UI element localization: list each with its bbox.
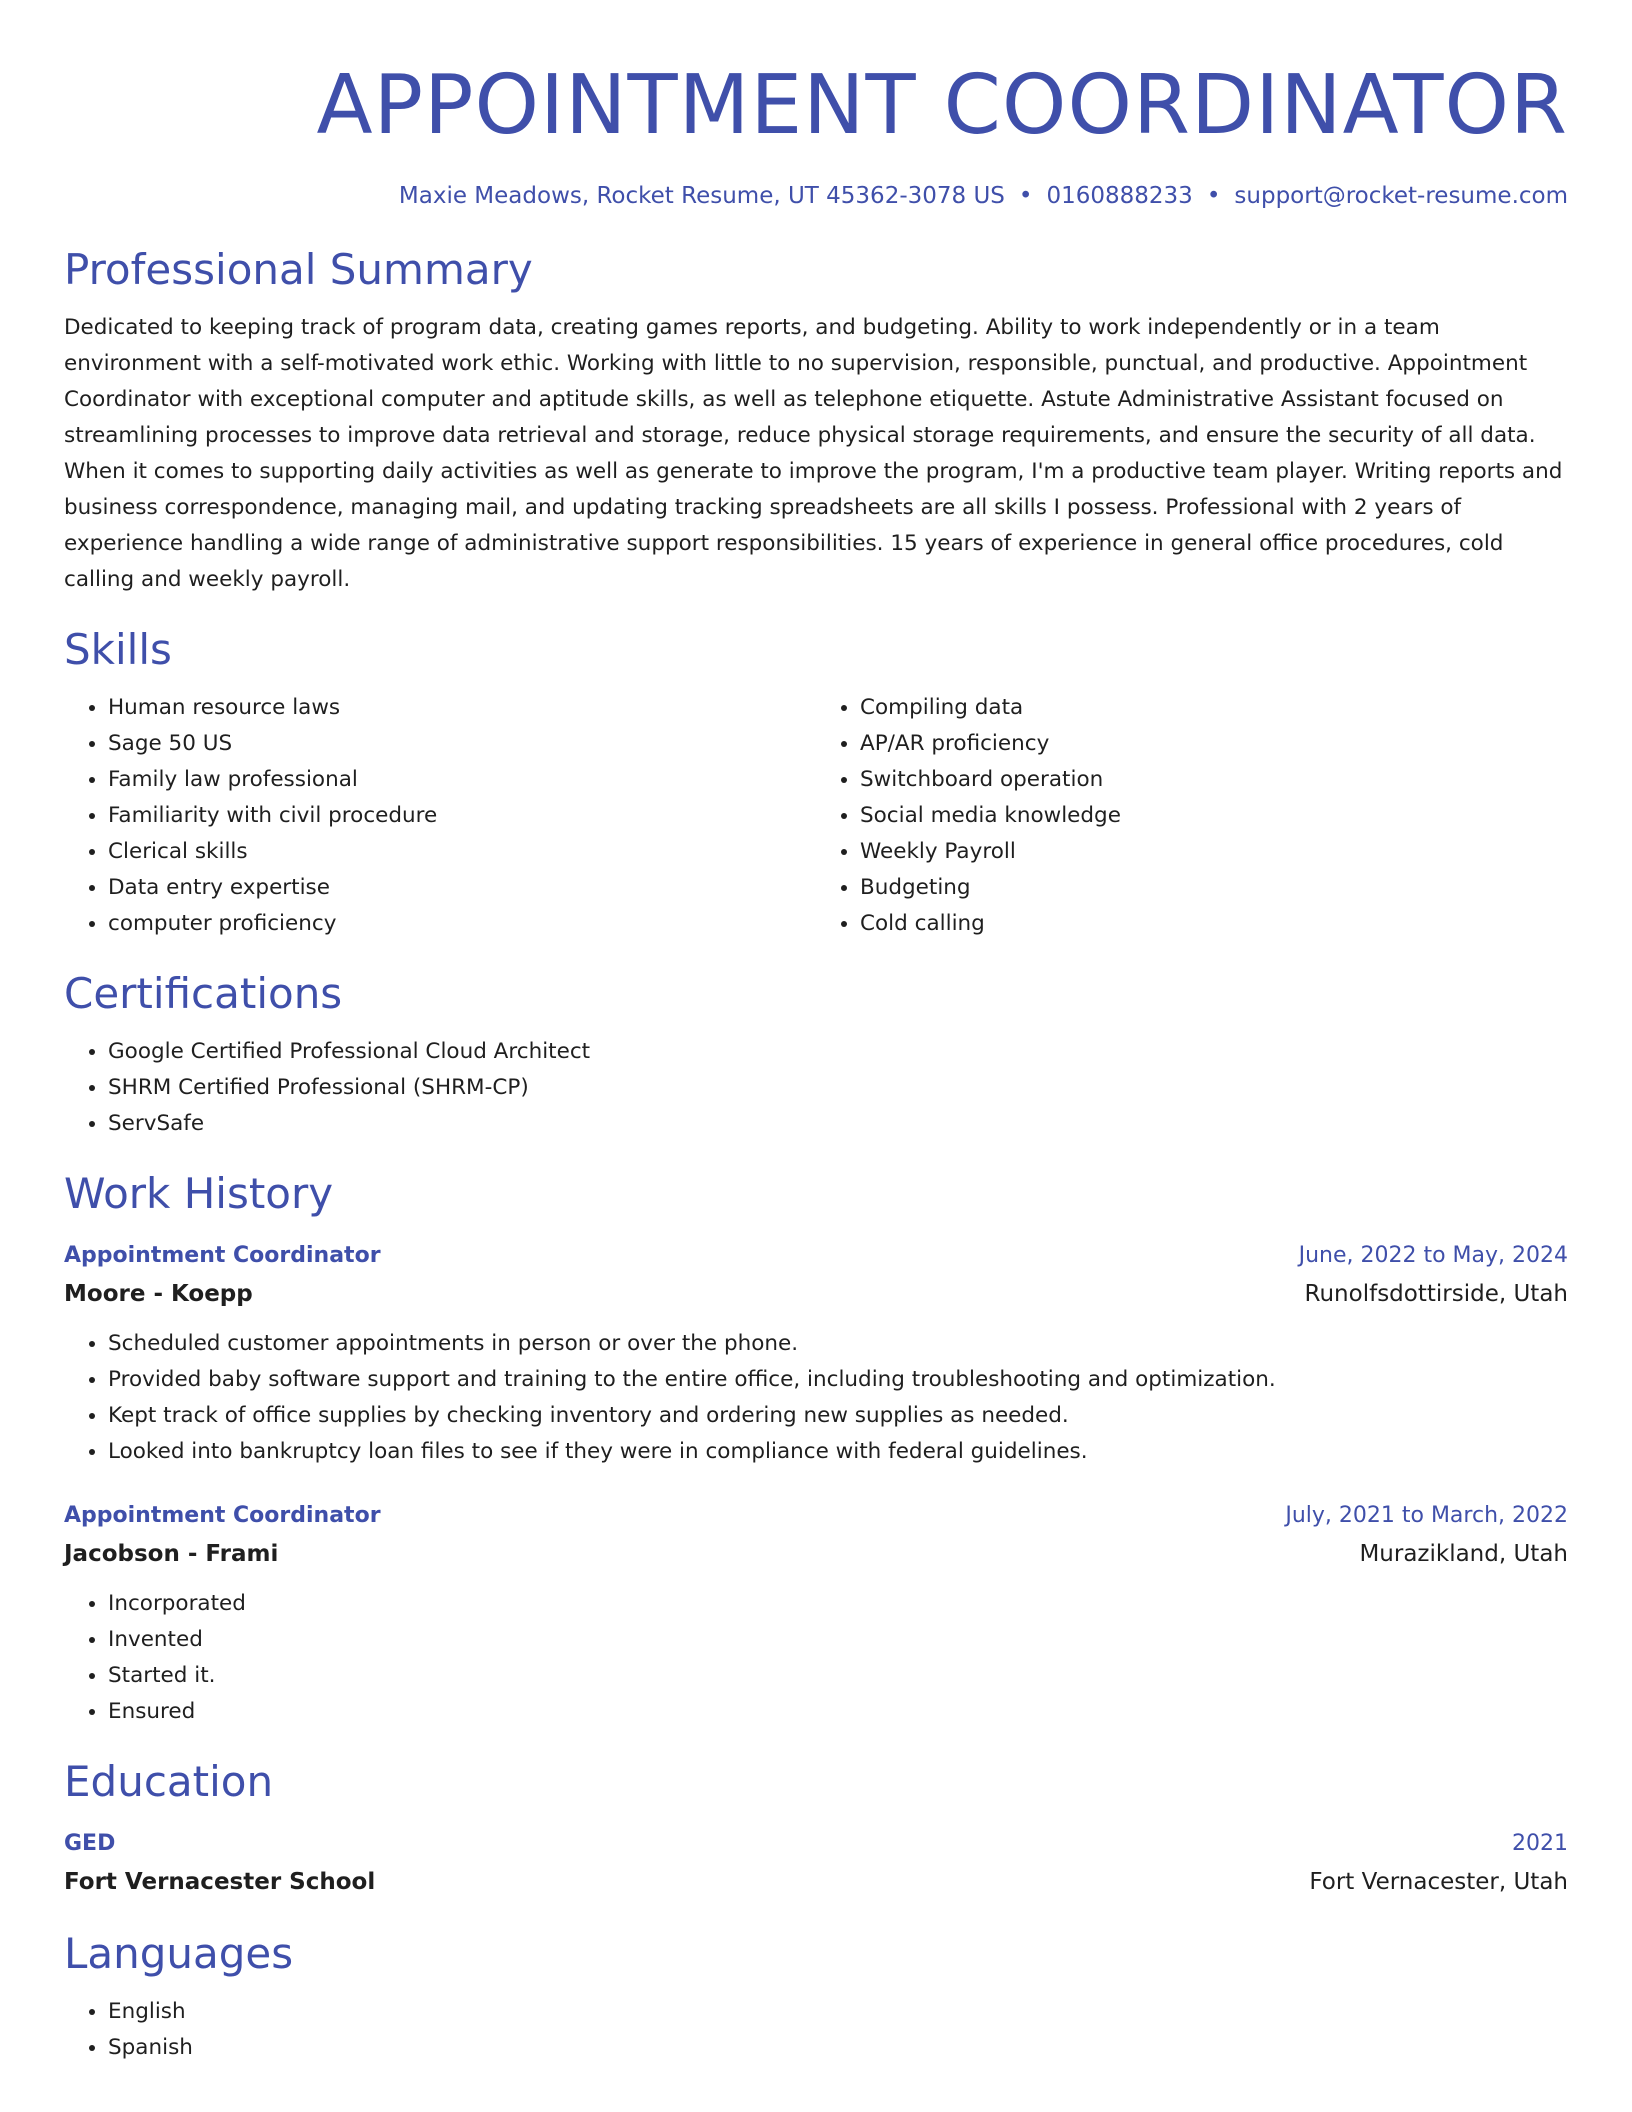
skills-columns [64, 690, 1568, 942]
list-item: • Switchboard operation [860, 762, 1568, 798]
section-heading: Education [64, 1757, 274, 1806]
skills-list-left [64, 690, 816, 942]
education-section [64, 1754, 1568, 1902]
job-header-row [64, 1498, 1568, 1534]
education-school: Fort Vernacester School [64, 1869, 376, 1895]
job-role: Appointment Coordinator [64, 1243, 381, 1268]
section-heading: Professional Summary [64, 245, 533, 294]
contact-address: Maxie Meadows, Rocket Resume, UT 45362-3078 US [398, 183, 1005, 209]
summary-section [64, 242, 1568, 598]
job-company-row [64, 1274, 1568, 1314]
list-item: • Cold calling [860, 906, 1568, 942]
resume-header [64, 56, 1568, 212]
job-company: Jacobson - Frami [64, 1541, 279, 1567]
list-item: • Google Certified Professional Cloud Architect [108, 1034, 1568, 1070]
list-item: • Looked into bankruptcy loan files to see if they were in compliance with federal guidelines. [108, 1434, 1568, 1470]
separator-dot: • [1206, 183, 1221, 209]
list-item: • Incorporated [108, 1586, 1568, 1622]
job-header-row [64, 1238, 1568, 1274]
list-item: • AP/AR proficiency [860, 726, 1568, 762]
list-item: • Familiarity with civil procedure [108, 798, 816, 834]
list-item: • SHRM Certified Professional (SHRM-CP) [108, 1070, 1568, 1106]
languages-section [64, 1926, 1568, 2066]
job-bullets [64, 1326, 1568, 1470]
education-location: Fort Vernacester, Utah [1309, 1869, 1568, 1895]
education-entry [64, 1826, 1568, 1902]
job-location: Runolfsdottirside, Utah [1304, 1281, 1568, 1307]
job-entry [64, 1498, 1568, 1730]
job-entry [64, 1238, 1568, 1470]
list-item: • Weekly Payroll [860, 834, 1568, 870]
job-company-row [64, 1534, 1568, 1574]
job-bullets [64, 1586, 1568, 1730]
section-heading: Certifications [64, 969, 343, 1018]
list-item: • Provided baby software support and training to the entire office, including troubleshooting and optimization. [108, 1362, 1568, 1398]
contact-phone: 0160888233 [1046, 183, 1193, 209]
section-heading: Skills [64, 625, 172, 674]
list-item: • Family law professional [108, 762, 816, 798]
skills-list-right [816, 690, 1568, 942]
education-school-row [64, 1862, 1568, 1902]
section-heading: Work History [64, 1169, 334, 1218]
work-history-section [64, 1166, 1568, 1730]
job-role: Appointment Coordinator [64, 1503, 381, 1528]
list-item: • Sage 50 US [108, 726, 816, 762]
list-item: • Clerical skills [108, 834, 816, 870]
job-dates: June, 2022 to May, 2024 [1298, 1243, 1568, 1268]
job-dates: July, 2021 to March, 2022 [1285, 1503, 1568, 1528]
education-header-row [64, 1826, 1568, 1862]
section-heading: Languages [64, 1929, 294, 1978]
list-item: • English [108, 1994, 1568, 2030]
contact-line [64, 180, 1568, 212]
list-item: • Spanish [108, 2030, 1568, 2066]
list-item: • Compiling data [860, 690, 1568, 726]
job-location: Murazikland, Utah [1359, 1541, 1568, 1567]
job-company: Moore - Koepp [64, 1281, 253, 1307]
list-item: • computer proficiency [108, 906, 816, 942]
job-title: APPOINTMENT COORDINATOR [316, 58, 1568, 153]
list-item: • Human resource laws [108, 690, 816, 726]
list-item: • Budgeting [860, 870, 1568, 906]
list-item: • Invented [108, 1622, 1568, 1658]
languages-list [64, 1994, 1568, 2066]
education-year: 2021 [1512, 1831, 1568, 1856]
list-item: • Data entry expertise [108, 870, 816, 906]
list-item: • Scheduled customer appointments in person or over the phone. [108, 1326, 1568, 1362]
list-item: • Social media knowledge [860, 798, 1568, 834]
certifications-list [64, 1034, 1568, 1142]
contact-email[interactable]: support@rocket-resume.com [1234, 183, 1568, 209]
list-item: • Ensured [108, 1694, 1568, 1730]
separator-dot: • [1018, 183, 1033, 209]
certifications-section [64, 966, 1568, 1142]
skills-section [64, 622, 1568, 942]
list-item: • Started it. [108, 1658, 1568, 1694]
list-item: • Kept track of office supplies by checking inventory and ordering new supplies as needed. [108, 1398, 1568, 1434]
list-item: • ServSafe [108, 1106, 1568, 1142]
summary-text: Dedicated to keeping track of program data, creating games reports, and budgeting. Ability to work independently or in a team environment with a self-motivated work ethic. Working with little to no supervision, responsible, punctual, and productive. Appointment Coordinator with exceptional computer and aptitude skills, as well as telephone etiquette. Astute Administrative Assistant focused on streamlining processes to improve data retrieval and storage, reduce physical storage requirements, and ensure the security of all data. When it comes to supporting daily activities as well as generate to improve the program, I'm a productive team player. Writing reports and business correspondence, managing mail, and updating tracking spreadsheets are all skills I possess. Professional with 2 years of experience handling a wide range of administrative support responsibilities. 15 years of experience in general office procedures, cold calling and weekly payroll. [64, 315, 1563, 592]
education-degree: GED [64, 1831, 116, 1856]
